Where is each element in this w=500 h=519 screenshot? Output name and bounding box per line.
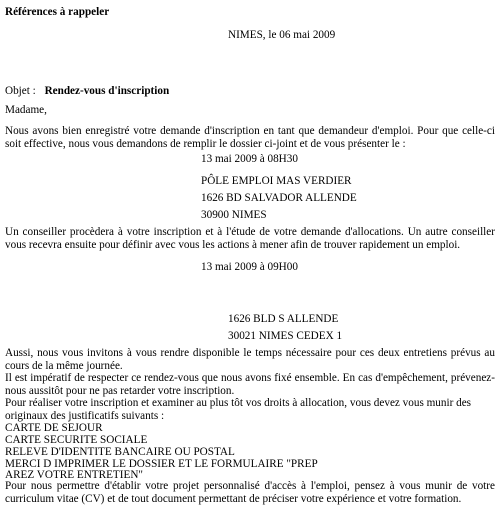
cv-paragraph: Pour nous permettre d'établir votre projet personnalisé d'accès à l'emploi, pensez à vous munir de votre curriculum vitae (CV) et de tout document permettant de préciser votre expérience et votre formation.: [5, 480, 495, 505]
obligation-paragraph: Il est impératif de respecter ce rendez-vous que nous avons fixé ensemble. En cas d'empêchement, prévenez-nous aussitôt pour ne pas retarder votre inscription.: [5, 372, 495, 397]
document-item: AREZ VOTRE ENTRETIEN": [5, 469, 143, 481]
appointment1-city: 30900 NIMES: [201, 209, 267, 221]
appointment1-office: PÔLE EMPLOI MAS VERDIER: [201, 175, 352, 187]
intro-paragraph: Nous avons bien enregistré votre demande d'inscription en tant que demandeur d'emploi. Pour que celle-ci soit effective, nous vous demandons de remplir le dossier ci-joint et de vous présenter le :: [5, 125, 495, 150]
document-item: RELEVE D'IDENTITE BANCAIRE OU POSTAL: [5, 446, 235, 458]
appointment1-street: 1626 BD SALVADOR ALLENDE: [201, 192, 357, 204]
subject-label: Objet :: [5, 85, 36, 97]
document-item: CARTE SECURITE SOCIALE: [5, 434, 148, 446]
salutation: Madame,: [5, 104, 47, 116]
counselor-paragraph: Un conseiller procèdera à votre inscription et à l'étude de votre demande d'allocations. Un autre conseiller vous recevra ensuite pour définir avec vous les actions à mener afin de trouver rapidement un emploi.: [5, 226, 495, 251]
appointment1-datetime: 13 mai 2009 à 08H30: [201, 153, 298, 165]
document-item: MERCI D IMPRIMER LE DOSSIER ET LE FORMULAIRE "PREP: [5, 458, 318, 470]
place-date: NIMES, le 06 mai 2009: [228, 29, 336, 41]
subject-line: [5, 85, 169, 98]
appointment2-street: 1626 BLD S ALLENDE: [228, 313, 339, 325]
subject-value: Rendez-vous d'inscription: [44, 85, 170, 97]
document-item: CARTE DE SEJOUR: [5, 422, 103, 434]
appointment2-datetime: 13 mai 2009 à 09H00: [201, 261, 298, 273]
availability-paragraph: Aussi, nous vous invitons à vous rendre disponible le temps nécessaire pour ces deux entretiens prévus au cours de la même journée.: [5, 347, 495, 372]
references-heading: Références à rappeler: [5, 6, 110, 18]
appointment2-city: 30021 NIMES CEDEX 1: [228, 330, 343, 342]
documents-intro-paragraph: Pour réaliser votre inscription et examiner au plus tôt vos droits à allocation, vous devez vous munir des originaux des justificatifs suivants :: [5, 397, 472, 422]
